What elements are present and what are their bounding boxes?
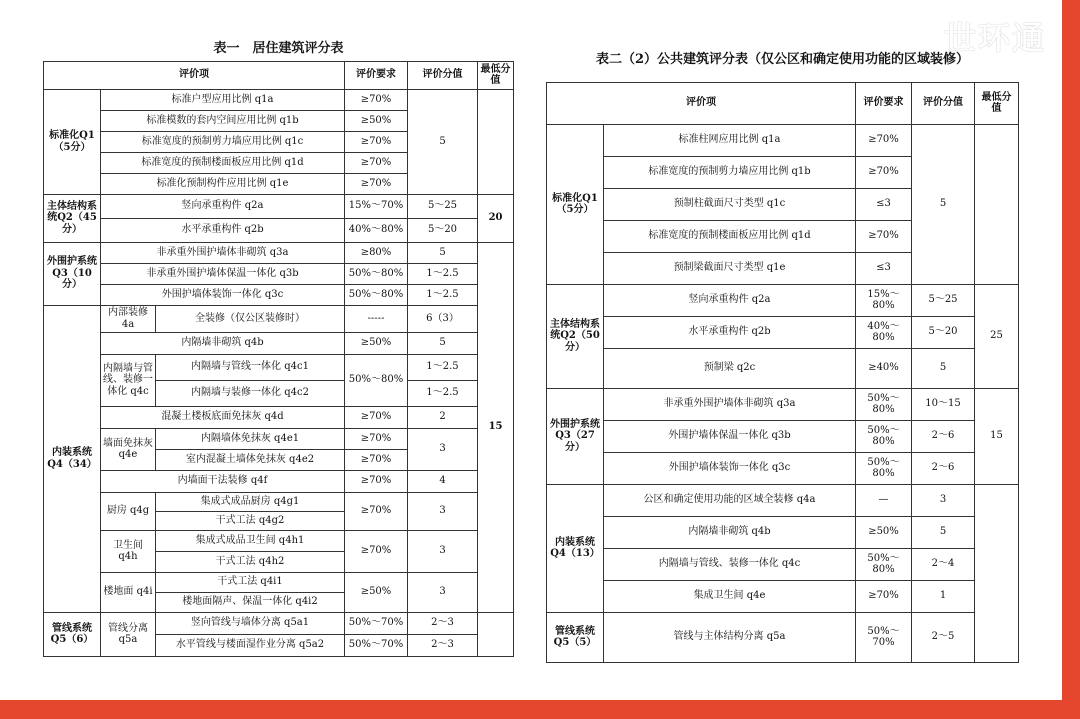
public-building-score-table [546, 40, 1019, 663]
item-score: 3 [408, 492, 478, 530]
item-score: 5 [408, 242, 478, 263]
item-requirement: ≥70% [856, 580, 912, 612]
category-q5: 管线系统Q5（6） [44, 612, 101, 656]
category-q1: 标准化Q1（5分） [547, 124, 604, 284]
item-requirement: 50%～70% [345, 634, 408, 656]
item-name: 内隔墙非砌筑 q4b [101, 332, 345, 354]
item-name: 竖向承重构件 q2a [604, 284, 856, 316]
item-score: 5～20 [912, 316, 975, 348]
item-name: 内隔墙非砌筑 q4b [604, 516, 856, 548]
category-q4: 内装系统Q4（13） [547, 484, 604, 612]
subgroup-label: 内隔墙与管线、装修一体化 q4c [101, 354, 156, 406]
header-min-score: 最低分值 [478, 61, 514, 89]
item-name: 公区和确定使用功能的区域全装修 q4a [604, 484, 856, 516]
residential-score-table-wrapper [43, 38, 513, 657]
category-q2: 主体结构系统Q2（45分） [44, 194, 101, 242]
item-requirement: 50%～70% [856, 612, 912, 662]
item-requirement: 50%～80% [345, 263, 408, 284]
item-score: 3 [408, 428, 478, 470]
item-name: 内隔墙体免抹灰 q4e1 [156, 428, 345, 449]
item-score: 5～25 [912, 284, 975, 316]
item-requirement: 40%～80% [856, 316, 912, 348]
item-requirement: 50%～80% [856, 548, 912, 580]
logo-dash-left [930, 35, 940, 37]
subgroup-label: 管线分离 q5a [101, 612, 156, 656]
item-score: 4 [408, 470, 478, 492]
subgroup-label: 楼地面 q4i [101, 572, 156, 612]
item-requirement: — [856, 484, 912, 516]
header-score: 评价分值 [408, 61, 478, 89]
item-name: 竖向管线与墙体分离 q5a1 [156, 612, 345, 634]
item-name: 内隔墙与装修一体化 q4c2 [156, 380, 345, 406]
item-name: 预制梁 q2c [604, 348, 856, 388]
item-score: 5 [912, 124, 975, 284]
item-name: 水平承重构件 q2b [101, 218, 345, 242]
item-score: 5 [408, 89, 478, 194]
item-name: 非承重外围护墙体非砌筑 q3a [101, 242, 345, 263]
item-requirement: ----- [345, 305, 408, 332]
item-name: 标准宽度的预制楼面板应用比例 q1d [101, 152, 345, 173]
item-score: 5～25 [408, 194, 478, 218]
item-requirement: ≥70% [856, 220, 912, 252]
public-building-score-table-wrapper [546, 40, 1018, 663]
category-q4: 内装系统Q4（34） [44, 305, 101, 612]
item-name: 标准柱网应用比例 q1a [604, 124, 856, 156]
item-name: 外围护墙体装饰一体化 q3c [101, 284, 345, 305]
min-score: 15 [975, 388, 1019, 484]
item-requirement: ≥70% [345, 152, 408, 173]
item-name: 干式工法 q4g2 [156, 511, 345, 530]
item-requirement: 40%～80% [345, 218, 408, 242]
item-requirement: ≥70% [345, 449, 408, 470]
item-name: 预制梁截面尺寸类型 q1e [604, 252, 856, 284]
item-requirement: ≥70% [345, 428, 408, 449]
item-name: 集成式成品卫生间 q4h1 [156, 530, 345, 551]
subgroup-label: 墙面免抹灰 q4e [101, 428, 156, 470]
item-score: 2～3 [408, 612, 478, 634]
item-requirement: ≥70% [345, 470, 408, 492]
item-requirement: 15%～70% [345, 194, 408, 218]
item-name: 干式工法 q4i1 [156, 572, 345, 592]
min-score-empty [478, 89, 514, 194]
item-score: 5 [912, 516, 975, 548]
min-score-empty [975, 484, 1019, 662]
item-requirement: 50%～80% [345, 284, 408, 305]
item-requirement: 50%～70% [345, 612, 408, 634]
header-item: 评价项 [547, 82, 856, 124]
item-name: 标准模数的套内空间应用比例 q1b [101, 110, 345, 131]
header-min-score: 最低分值 [975, 82, 1019, 124]
item-score: 3 [912, 484, 975, 516]
item-name: 集成卫生间 q4e [604, 580, 856, 612]
min-score: 20 [478, 194, 514, 242]
item-requirement: ≤3 [856, 188, 912, 220]
item-name: 标准宽度的预制剪力墙应用比例 q1b [604, 156, 856, 188]
item-requirement: ≥50% [856, 516, 912, 548]
item-score: 5 [912, 348, 975, 388]
item-name: 外围护墙体装饰一体化 q3c [604, 452, 856, 484]
item-score: 2～4 [912, 548, 975, 580]
item-name: 外围护墙体保温一体化 q3b [604, 420, 856, 452]
item-name: 室内混凝土墙体免抹灰 q4e2 [156, 449, 345, 470]
item-score: 3 [408, 572, 478, 612]
item-requirement: ≥70% [856, 156, 912, 188]
item-requirement: 50%～80% [345, 354, 408, 406]
item-score: 5 [408, 332, 478, 354]
item-name: 水平管线与楼面湿作业分离 q5a2 [156, 634, 345, 656]
residential-score-table [43, 38, 514, 657]
item-name: 标准户型应用比例 q1a [101, 89, 345, 110]
subgroup-label: 内部装修 4a [101, 305, 156, 332]
item-requirement: ≥40% [856, 348, 912, 388]
logo-text: 世环通 [944, 19, 1047, 57]
item-name: 管线与主体结构分离 q5a [604, 612, 856, 662]
item-name: 干式工法 q4h2 [156, 551, 345, 572]
category-q3: 外围护系统Q3（10分） [44, 242, 101, 305]
item-requirement: ≥80% [345, 242, 408, 263]
min-score: 15 [478, 242, 514, 612]
min-score-empty [975, 124, 1019, 284]
item-requirement: ≥50% [345, 332, 408, 354]
item-requirement: ≥70% [345, 492, 408, 530]
item-requirement: ≤3 [856, 252, 912, 284]
item-name: 集成式成品厨房 q4g1 [156, 492, 345, 511]
item-name: 标准宽度的预制楼面板应用比例 q1d [604, 220, 856, 252]
min-score: 25 [975, 284, 1019, 388]
item-score: 6（3） [408, 305, 478, 332]
item-score: 3 [408, 530, 478, 572]
category-q3: 外围护系统Q3（27分） [547, 388, 604, 484]
item-score: 1～2.5 [408, 354, 478, 380]
item-name: 预制柱截面尺寸类型 q1c [604, 188, 856, 220]
table-title: 表二（2）公共建筑评分表（仅公区和确定使用功能的区域装修） [595, 52, 970, 68]
item-score: 5～20 [408, 218, 478, 242]
item-name: 标准化预制构件应用比例 q1e [101, 173, 345, 194]
item-score: 2～5 [912, 612, 975, 662]
item-name: 标准宽度的预制剪力墙应用比例 q1c [101, 131, 345, 152]
item-score: 10～15 [912, 388, 975, 420]
item-score: 1～2.5 [408, 380, 478, 406]
item-requirement: ≥70% [345, 406, 408, 428]
header-item: 评价项 [44, 61, 345, 89]
item-requirement: ≥70% [345, 530, 408, 572]
item-name: 内墙面干法装修 q4f [101, 470, 345, 492]
header-requirement: 评价要求 [856, 82, 912, 124]
table-title: 表一 居住建筑评分表 [213, 40, 344, 56]
subgroup-label: 卫生间 q4h [101, 530, 156, 572]
item-requirement: ≥70% [345, 173, 408, 194]
item-name: 混凝土楼板底面免抹灰 q4d [101, 406, 345, 428]
item-score: 1 [912, 580, 975, 612]
header-requirement: 评价要求 [345, 61, 408, 89]
item-requirement: ≥70% [345, 89, 408, 110]
item-name: 全装修（仅公区装修时） [156, 305, 345, 332]
item-name: 内隔墙与管线一体化 q4c1 [156, 354, 345, 380]
item-name: 内隔墙与管线、装修一体化 q4c [604, 548, 856, 580]
item-requirement: ≥70% [856, 124, 912, 156]
item-name: 楼地面隔声、保温一体化 q4i2 [156, 592, 345, 612]
header-score: 评价分值 [912, 82, 975, 124]
item-name: 水平承重构件 q2b [604, 316, 856, 348]
item-score: 1～2.5 [408, 284, 478, 305]
category-q1: 标准化Q1（5分） [44, 89, 101, 194]
item-score: 2～3 [408, 634, 478, 656]
min-score-empty [478, 612, 514, 656]
item-requirement: ≥70% [345, 131, 408, 152]
subgroup-label: 厨房 q4g [101, 492, 156, 530]
item-requirement: 50%～80% [856, 420, 912, 452]
item-name: 竖向承重构件 q2a [101, 194, 345, 218]
item-name: 非承重外围护墙体非砌筑 q3a [604, 388, 856, 420]
item-score: 1～2.5 [408, 263, 478, 284]
item-requirement: ≥50% [345, 110, 408, 131]
item-score: 2～6 [912, 420, 975, 452]
item-requirement: 50%～80% [856, 388, 912, 420]
category-q5: 管线系统Q5（5） [547, 612, 604, 662]
item-requirement: ≥50% [345, 572, 408, 612]
item-score: 2 [408, 406, 478, 428]
item-requirement: 15%～80% [856, 284, 912, 316]
item-requirement: 50%～80% [856, 452, 912, 484]
item-name: 非承重外围护墙体保温一体化 q3b [101, 263, 345, 284]
item-score: 2～6 [912, 452, 975, 484]
category-q2: 主体结构系统Q2（50分） [547, 284, 604, 388]
logo-dash-right [1050, 35, 1060, 37]
